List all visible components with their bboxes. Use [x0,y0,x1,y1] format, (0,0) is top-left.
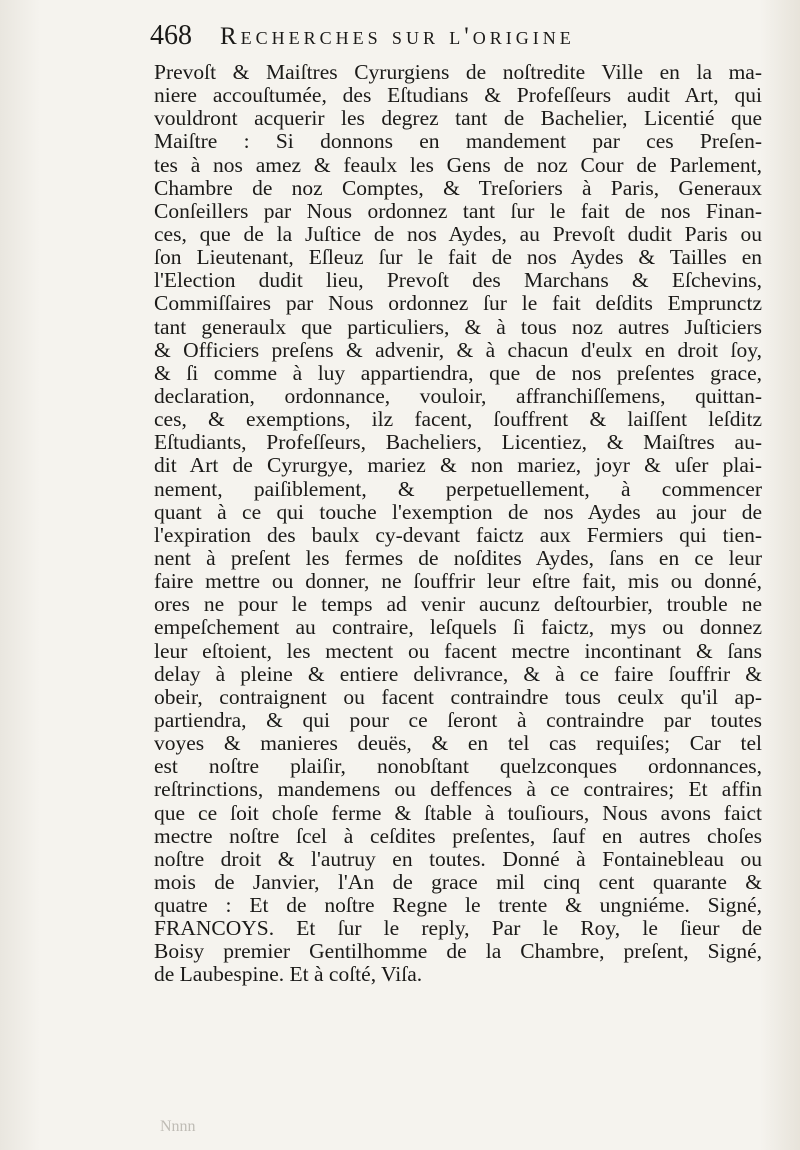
text-line: ces, & exemptions, ilz facent, ſouffrent & laiſſent leſditz [154,407,762,432]
text-line: est noſtre plaiſir, nonobſtant quelzconques ordonnances, [154,754,762,779]
text-line: faire mettre ou donner, ne ſouffrir leur eſtre fait, mis ou donné, [154,569,762,594]
text-line: quatre : Et de noſtre Regne le trente & ungniéme. Signé, [154,893,762,918]
text-line: ces, que de la Juſtice de nos Aydes, au Prevoſt dudit Paris ou [154,221,762,246]
text-line: ſon Lieutenant, Eſleuz ſur le fait de nos Aydes & Tailles en [154,245,762,270]
text-line: declaration, ordonnance, vouloir, affranchiſſemens, quittan- [154,383,762,408]
text-line: vouldront acquerir les degrez tant de Bachelier, Licentié que [154,106,762,131]
text-line: reſtrinctions, mandemens ou deffences à ce contraires; Et affin [154,777,762,802]
text-line: nement, paiſiblement, & perpetuellement, à commencer [154,476,762,501]
page-header [150,20,790,60]
text-line: partiendra, & qui pour ce ſeront à contraindre par toutes [154,707,762,732]
text-line: empeſchement au contraire, leſquels ſi faictz, mys ou donnez [154,615,762,640]
text-line: quant à ce qui touche l'exemption de nos Aydes au jour de [154,499,762,524]
text-line: Boisy premier Gentilhomme de la Chambre, preſent, Signé, [154,939,762,964]
page-number: 468 [150,20,192,51]
text-line: & Officiers preſens & advenir, & à chacun d'eulx en droit ſoy, [154,337,762,362]
text-line: nent à preſent les fermes de noſdites Aydes, ſans en ce leur [154,545,762,570]
text-line: Prevoſt & Maiſtres Cyrurgiens de noſtredite Ville en la ma- [154,60,762,84]
body-text [154,61,762,987]
text-line: Eſtudiants, Profeſſeurs, Bacheliers, Licentiez, & Maiſtres au- [154,430,762,455]
text-line: & ſi comme à luy appartiendra, que de nos preſentes grace, [154,360,762,385]
text-line: mectre noſtre ſcel à ceſdites preſentes, ſauf en autres choſes [154,823,762,848]
text-line: Commiſſaires par Nous ordonnez ſur le fait deſdits Emprunctz [154,291,762,316]
text-line: Maiſtre : Si donnons en mandement par ces Preſen- [154,129,762,154]
text-line: niere accouſtumée, des Eſtudians & Profeſſeurs audit Art, qui [154,83,762,108]
catchword: Nnnn [160,1118,196,1135]
text-line: Chambre de noz Comptes, & Treſoriers à Paris, Generaux [154,175,762,200]
text-line: Conſeillers par Nous ordonnez tant ſur le fait de nos Finan- [154,198,762,223]
text-line: l'expiration des baulx cy-devant faictz aux Fermiers qui tien- [154,522,762,547]
text-line: noſtre droit & l'autruy en toutes. Donné à Fontainebleau ou [154,846,762,871]
text-line: obeir, contraignent ou facent contraindre tous ceulx qu'il ap- [154,684,762,709]
text-line: ores ne pour le temps ad venir aucunz deſtourbier, trouble ne [154,592,762,617]
text-line: FRANCOYS. Et ſur le reply, Par le Roy, le ſieur de [154,916,762,941]
text-line: delay à pleine & entiere delivrance, & à ce faire ſouffrir & [154,661,762,686]
text-line: l'Election dudit lieu, Prevoſt des Marchans & Eſchevins, [154,268,762,293]
text-line: tes à nos amez & feaulx les Gens de noz Cour de Parlement, [154,152,762,177]
text-line: mois de Janvier, l'An de grace mil cinq cent quarante & [154,869,762,894]
text-line: leur eſtoient, les mectent ou facent mectre incontinant & ſans [154,638,762,663]
text-line: voyes & manieres deuës, & en tel cas requiſes; Car tel [154,731,762,756]
text-line: tant generaulx que particuliers, & à tous noz autres Juſticiers [154,314,762,339]
running-head: Recherches sur l'origine [220,23,575,50]
text-line: de Laubespine. Et à coſté, Viſa. [154,962,423,987]
text-line: dit Art de Cyrurgye, mariez & non mariez, joyr & uſer plai- [154,453,762,478]
text-line: que ce ſoit choſe ferme & ſtable à touſiours, Nous avons faict [154,800,762,825]
